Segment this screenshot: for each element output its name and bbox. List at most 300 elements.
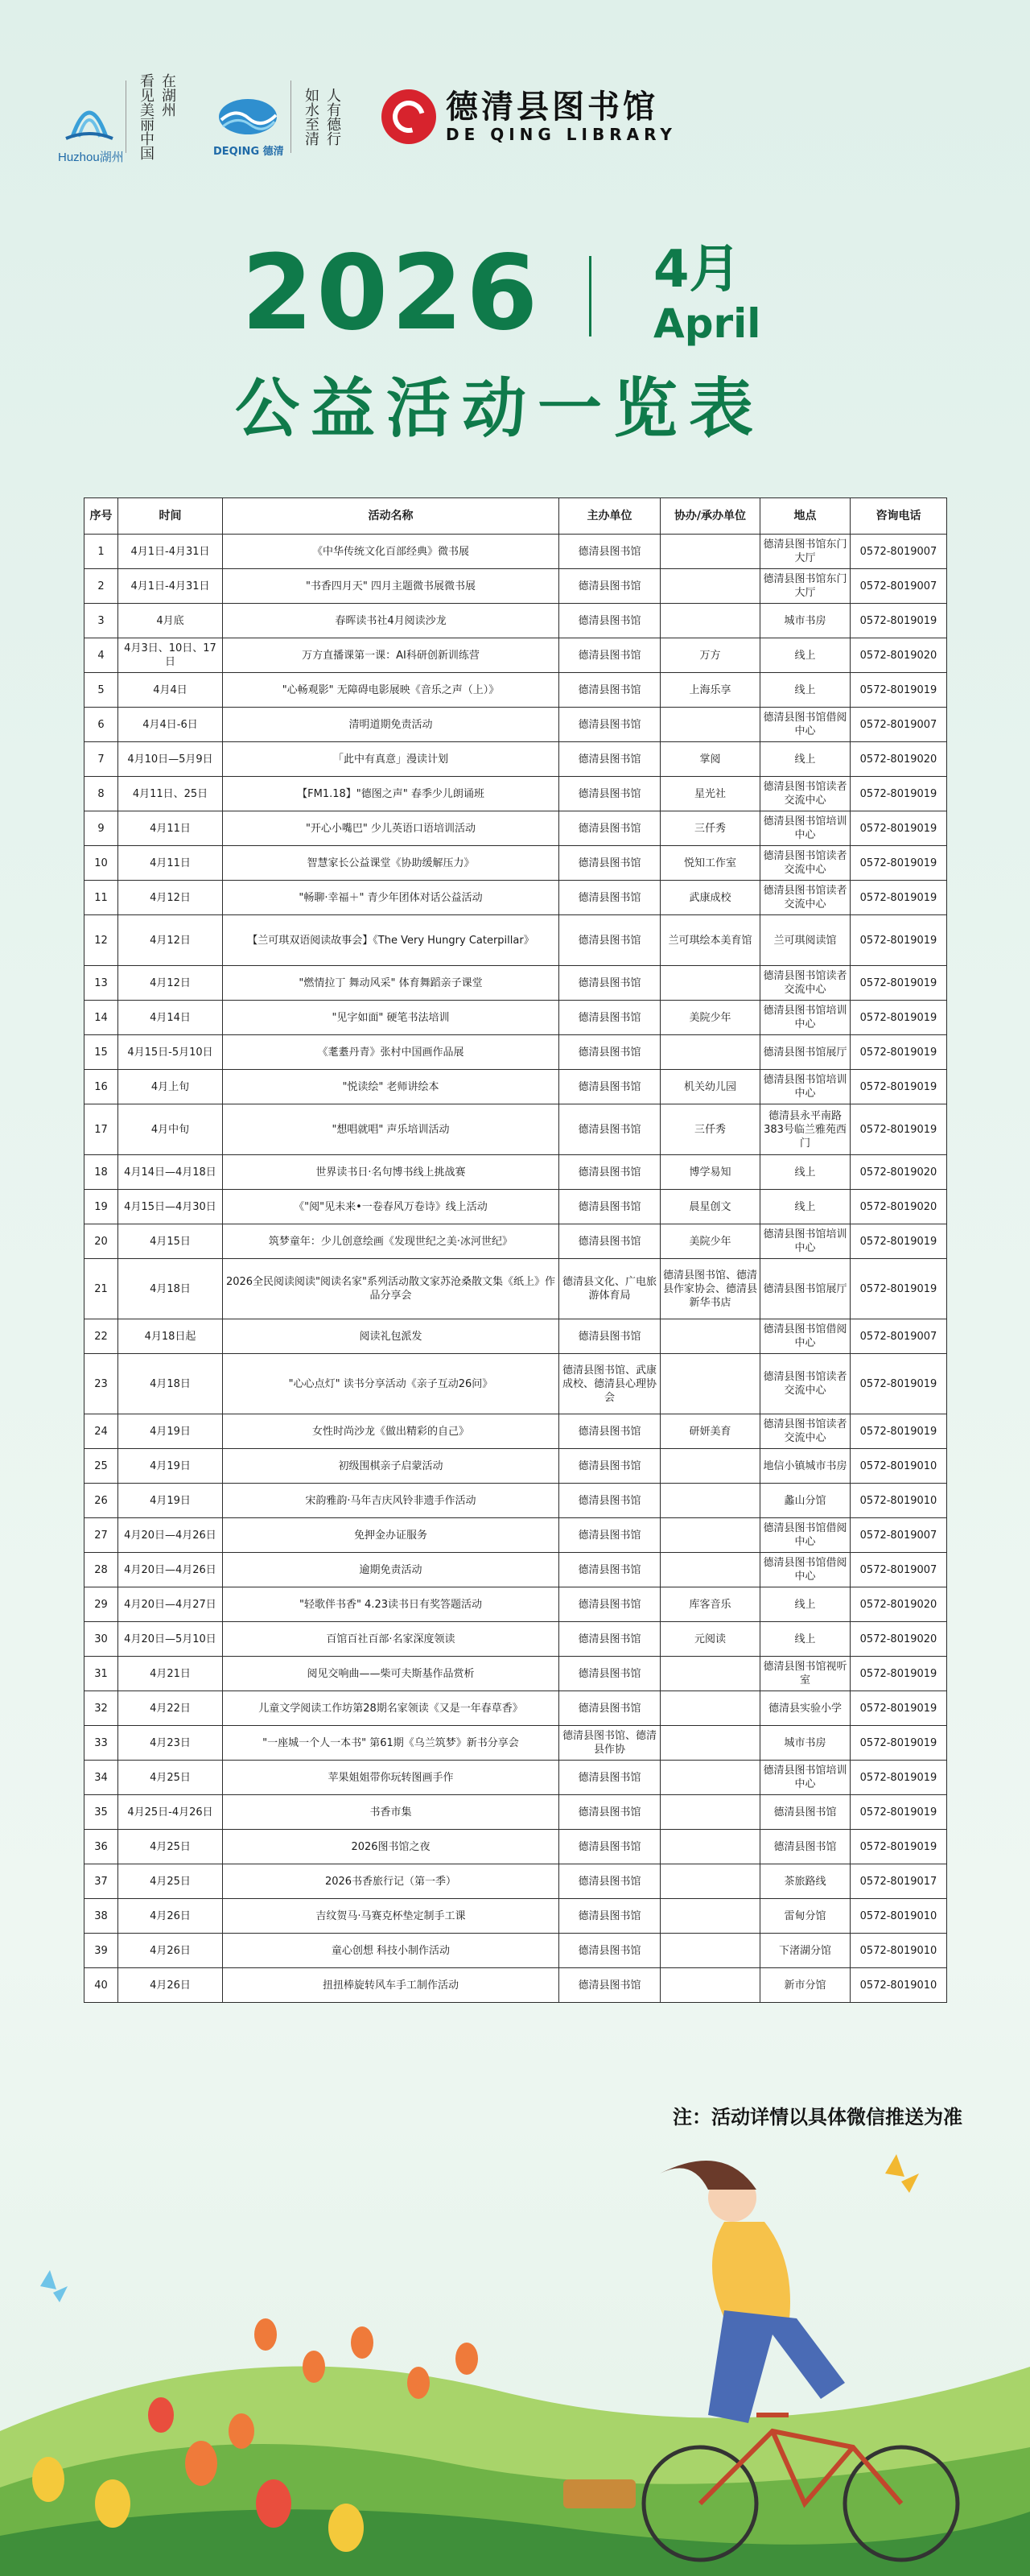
table-row — [84, 1899, 947, 1934]
cell-place: 兰可琪阅读馆 — [760, 915, 851, 966]
cell-host: 德清县图书馆 — [559, 708, 661, 742]
cell-no: 35 — [84, 1795, 118, 1830]
library-logo — [381, 89, 677, 144]
library-seal-icon — [381, 89, 436, 144]
cell-tel: 0572-8019019 — [851, 1414, 947, 1449]
cell-co — [661, 1864, 760, 1899]
cell-host: 德清县图书馆 — [559, 638, 661, 673]
cell-no: 11 — [84, 881, 118, 915]
cell-host: 德清县图书馆 — [559, 1104, 661, 1155]
col-header-name: 活动名称 — [223, 498, 559, 535]
cell-host: 德清县图书馆 — [559, 1155, 661, 1190]
cell-tel: 0572-8019019 — [851, 673, 947, 708]
cell-co — [661, 1449, 760, 1484]
cell-co — [661, 1830, 760, 1864]
cell-time: 4月19日 — [118, 1484, 223, 1518]
huzhou-emblem-icon — [58, 89, 124, 164]
cell-time: 4月4日 — [118, 673, 223, 708]
deqing-slogan-line-1: 人有德行 — [324, 88, 341, 146]
cell-name: 世界读书日·名句博书线上挑战赛 — [223, 1155, 559, 1190]
cell-place: 德清县图书馆东门大厅 — [760, 535, 851, 569]
cell-place: 德清县图书馆 — [760, 1795, 851, 1830]
cell-time: 4月20日—4月26日 — [118, 1553, 223, 1587]
cell-co — [661, 1657, 760, 1691]
cell-co — [661, 1354, 760, 1414]
cell-co: 悦知工作室 — [661, 846, 760, 881]
cell-name: 女性时尚沙龙《做出精彩的自己》 — [223, 1414, 559, 1449]
table-row — [84, 1259, 947, 1319]
cell-tel: 0572-8019019 — [851, 1104, 947, 1155]
cell-tel: 0572-8019019 — [851, 1691, 947, 1726]
cell-no: 38 — [84, 1899, 118, 1934]
cell-co — [661, 1553, 760, 1587]
cell-place: 下渚湖分馆 — [760, 1934, 851, 1968]
cell-time: 4月15日—4月30日 — [118, 1190, 223, 1224]
cell-time: 4月26日 — [118, 1934, 223, 1968]
cell-tel: 0572-8019019 — [851, 811, 947, 846]
cell-host: 德清县图书馆 — [559, 1622, 661, 1657]
cell-no: 16 — [84, 1070, 118, 1104]
cell-host: 德清县图书馆 — [559, 1657, 661, 1691]
cell-place: 德清县图书馆培训中心 — [760, 1224, 851, 1259]
cell-host: 德清县图书馆 — [559, 1830, 661, 1864]
spring-illustration — [0, 2125, 1030, 2576]
cell-tel: 0572-8019007 — [851, 1553, 947, 1587]
huzhou-slogan-line-2: 看见美丽中国 — [138, 73, 154, 160]
cell-host: 德清县图书馆 — [559, 1864, 661, 1899]
table-row — [84, 1968, 947, 2003]
cell-name: 阅读礼包派发 — [223, 1319, 559, 1354]
cell-no: 1 — [84, 535, 118, 569]
butterfly-icon — [885, 2154, 919, 2193]
cell-place: 德清县图书馆培训中心 — [760, 1070, 851, 1104]
cell-no: 31 — [84, 1657, 118, 1691]
cell-co — [661, 1761, 760, 1795]
cell-time: 4月20日—4月27日 — [118, 1587, 223, 1622]
cell-host: 德清县图书馆 — [559, 742, 661, 777]
cell-time: 4月14日—4月18日 — [118, 1155, 223, 1190]
cell-host: 德清县图书馆 — [559, 1795, 661, 1830]
cell-time: 4月12日 — [118, 881, 223, 915]
cell-no: 18 — [84, 1155, 118, 1190]
cell-tel: 0572-8019019 — [851, 1070, 947, 1104]
cell-no: 37 — [84, 1864, 118, 1899]
cell-name: 逾期免责活动 — [223, 1553, 559, 1587]
cell-co: 博学易知 — [661, 1155, 760, 1190]
cell-time: 4月15日-5月10日 — [118, 1035, 223, 1070]
table-row — [84, 1354, 947, 1414]
cell-no: 23 — [84, 1354, 118, 1414]
cell-name: 百馆百社百部·名家深度领读 — [223, 1622, 559, 1657]
cell-no: 34 — [84, 1761, 118, 1795]
cell-no: 39 — [84, 1934, 118, 1968]
cell-name: 「此中有真意」漫读计划 — [223, 742, 559, 777]
cell-tel: 0572-8019020 — [851, 1190, 947, 1224]
table-row — [84, 1795, 947, 1830]
cell-no: 15 — [84, 1035, 118, 1070]
cell-tel: 0572-8019007 — [851, 1518, 947, 1553]
cell-name: 儿童文学阅读工作坊第28期名家领读《又是一年春草香》 — [223, 1691, 559, 1726]
cell-co: 机关幼儿园 — [661, 1070, 760, 1104]
cell-place: 德清县图书馆读者交流中心 — [760, 1354, 851, 1414]
cell-tel: 0572-8019017 — [851, 1864, 947, 1899]
table-row — [84, 708, 947, 742]
cell-name: 书香市集 — [223, 1795, 559, 1830]
cell-place: 城市书房 — [760, 604, 851, 638]
cell-name: 万方直播课第一课：AI科研创新训练营 — [223, 638, 559, 673]
cell-tel: 0572-8019010 — [851, 1899, 947, 1934]
cell-name: 免押金办证服务 — [223, 1518, 559, 1553]
cell-place: 德清县图书馆培训中心 — [760, 1761, 851, 1795]
cell-co: 元阅读 — [661, 1622, 760, 1657]
cell-host: 德清县图书馆 — [559, 673, 661, 708]
cell-place: 德清县图书馆培训中心 — [760, 811, 851, 846]
cell-place: 德清县图书馆东门大厅 — [760, 569, 851, 604]
cell-no: 3 — [84, 604, 118, 638]
deqing-emblem-icon — [213, 96, 284, 158]
table-row — [84, 638, 947, 673]
cell-time: 4月18日起 — [118, 1319, 223, 1354]
cell-no: 29 — [84, 1587, 118, 1622]
table-row — [84, 604, 947, 638]
title-divider — [589, 256, 591, 336]
cell-time: 4月20日—4月26日 — [118, 1518, 223, 1553]
cell-no: 26 — [84, 1484, 118, 1518]
cell-name: "书香四月天" 四月主题微书展微书展 — [223, 569, 559, 604]
cell-time: 4月25日 — [118, 1864, 223, 1899]
cell-time: 4月22日 — [118, 1691, 223, 1726]
cell-co — [661, 1968, 760, 2003]
cell-no: 22 — [84, 1319, 118, 1354]
table-row — [84, 966, 947, 1001]
cell-place: 新市分馆 — [760, 1968, 851, 2003]
table-row — [84, 1449, 947, 1484]
cell-host: 德清县图书馆 — [559, 535, 661, 569]
cell-no: 27 — [84, 1518, 118, 1553]
table-row — [84, 1414, 947, 1449]
cell-time: 4月18日 — [118, 1354, 223, 1414]
library-name-en: DE QING LIBRARY — [446, 125, 677, 144]
deqing-slogan — [303, 88, 341, 146]
butterfly-icon — [40, 2270, 68, 2302]
cell-time: 4月11日、25日 — [118, 777, 223, 811]
cell-host: 德清县图书馆 — [559, 1587, 661, 1622]
col-header-co: 协办/承办单位 — [661, 498, 760, 535]
cell-name: 《耄耋丹青》张村中国画作品展 — [223, 1035, 559, 1070]
cell-place: 蠡山分馆 — [760, 1484, 851, 1518]
cell-co — [661, 535, 760, 569]
cell-no: 24 — [84, 1414, 118, 1449]
cell-time: 4月18日 — [118, 1259, 223, 1319]
cell-place: 德清县图书馆展厅 — [760, 1259, 851, 1319]
cell-co — [661, 1795, 760, 1830]
cell-tel: 0572-8019019 — [851, 1035, 947, 1070]
cell-co — [661, 1899, 760, 1934]
cell-host: 德清县图书馆 — [559, 1553, 661, 1587]
cell-co: 掌阅 — [661, 742, 760, 777]
cell-place: 德清县图书馆视听室 — [760, 1657, 851, 1691]
table-row — [84, 1934, 947, 1968]
month-cn: 4月 — [653, 240, 741, 299]
cell-place: 德清县图书馆读者交流中心 — [760, 1414, 851, 1449]
cell-time: 4月12日 — [118, 966, 223, 1001]
cell-place: 雷甸分馆 — [760, 1899, 851, 1934]
cell-no: 5 — [84, 673, 118, 708]
cell-name: 童心创想 科技小制作活动 — [223, 1934, 559, 1968]
cell-no: 28 — [84, 1553, 118, 1587]
cell-time: 4月19日 — [118, 1414, 223, 1449]
cell-no: 20 — [84, 1224, 118, 1259]
cell-no: 21 — [84, 1259, 118, 1319]
deqing-slogan-line-2: 如水至清 — [303, 88, 319, 146]
cell-place: 德清县图书馆展厅 — [760, 1035, 851, 1070]
table-row — [84, 1761, 947, 1795]
cell-tel: 0572-8019020 — [851, 1622, 947, 1657]
col-header-place: 地点 — [760, 498, 851, 535]
cell-name: 2026全民阅读阅读"阅读名家"系列活动散文家苏沧桑散文集《纸上》作品分享会 — [223, 1259, 559, 1319]
cell-name: 智慧家长公益课堂《协助缓解压力》 — [223, 846, 559, 881]
cell-host: 德清县图书馆 — [559, 1484, 661, 1518]
cell-co: 研妍美育 — [661, 1414, 760, 1449]
cell-co: 兰可琪绘本美育馆 — [661, 915, 760, 966]
table-row — [84, 569, 947, 604]
cyclist — [660, 2161, 845, 2423]
cell-name: "见字如面" 硬笔书法培训 — [223, 1001, 559, 1035]
cell-name: "燃情拉丁 舞动风采" 体育舞蹈亲子课堂 — [223, 966, 559, 1001]
cell-name: "想唱就唱" 声乐培训活动 — [223, 1104, 559, 1155]
col-header-no: 序号 — [84, 498, 118, 535]
cell-tel: 0572-8019019 — [851, 915, 947, 966]
table-row — [84, 1224, 947, 1259]
cell-tel: 0572-8019019 — [851, 1795, 947, 1830]
cell-time: 4月15日 — [118, 1224, 223, 1259]
cell-place: 德清县图书馆读者交流中心 — [760, 777, 851, 811]
cell-host: 德清县图书馆 — [559, 1449, 661, 1484]
cell-no: 12 — [84, 915, 118, 966]
cell-host: 德清县图书馆 — [559, 1414, 661, 1449]
cell-tel: 0572-8019019 — [851, 1761, 947, 1795]
cell-no: 33 — [84, 1726, 118, 1761]
cell-place: 德清县实验小学 — [760, 1691, 851, 1726]
huzhou-logo — [58, 73, 176, 164]
cell-place: 线上 — [760, 1190, 851, 1224]
cell-name: 【FM1.18】"德图之声" 春季少儿朗诵班 — [223, 777, 559, 811]
cell-tel: 0572-8019010 — [851, 1449, 947, 1484]
cell-co: 武康成校 — [661, 881, 760, 915]
cell-no: 2 — [84, 569, 118, 604]
cell-co: 星光社 — [661, 777, 760, 811]
cell-tel: 0572-8019020 — [851, 1587, 947, 1622]
cell-tel: 0572-8019019 — [851, 604, 947, 638]
table-row — [84, 1070, 947, 1104]
cell-time: 4月11日 — [118, 811, 223, 846]
cell-no: 7 — [84, 742, 118, 777]
table-row — [84, 1104, 947, 1155]
cell-name: 《中华传统文化百部经典》微书展 — [223, 535, 559, 569]
page-title: 公益活动一览表 — [235, 370, 764, 446]
cell-co — [661, 1035, 760, 1070]
cell-host: 德清县图书馆 — [559, 604, 661, 638]
cell-co: 三仟秀 — [661, 811, 760, 846]
cell-tel: 0572-8019019 — [851, 1830, 947, 1864]
table-header-row — [84, 498, 947, 535]
cell-host: 德清县图书馆 — [559, 569, 661, 604]
cell-tel: 0572-8019010 — [851, 1968, 947, 2003]
cell-place: 线上 — [760, 1587, 851, 1622]
cell-host: 德清县图书馆、德清县作协 — [559, 1726, 661, 1761]
cell-tel: 0572-8019019 — [851, 1657, 947, 1691]
table-row — [84, 1518, 947, 1553]
cell-place: 德清县图书馆借阅中心 — [760, 708, 851, 742]
cell-place: 城市书房 — [760, 1726, 851, 1761]
cell-name: 2026图书馆之夜 — [223, 1830, 559, 1864]
huzhou-slogan-line-1: 在湖州 — [159, 73, 176, 117]
cell-time: 4月中旬 — [118, 1104, 223, 1155]
cell-time: 4月上旬 — [118, 1070, 223, 1104]
huzhou-slogan — [138, 73, 176, 160]
cell-host: 德清县图书馆 — [559, 1070, 661, 1104]
cell-name: 苹果姐姐带你玩转图画手作 — [223, 1761, 559, 1795]
table-row — [84, 1190, 947, 1224]
cell-place: 地信小镇城市书房 — [760, 1449, 851, 1484]
table-row — [84, 535, 947, 569]
cell-no: 30 — [84, 1622, 118, 1657]
cell-no: 9 — [84, 811, 118, 846]
cell-time: 4月26日 — [118, 1968, 223, 2003]
cell-co: 德清县图书馆、德清县作家协会、德清县新华书店 — [661, 1259, 760, 1319]
cell-co: 晨星创文 — [661, 1190, 760, 1224]
cell-time: 4月12日 — [118, 915, 223, 966]
cell-name: "悦读绘" 老师讲绘本 — [223, 1070, 559, 1104]
cell-name: "轻歌伴书香" 4.23读书日有奖答题活动 — [223, 1587, 559, 1622]
cell-co — [661, 1934, 760, 1968]
cell-tel: 0572-8019020 — [851, 638, 947, 673]
table-row — [84, 1001, 947, 1035]
table-body — [84, 535, 947, 2003]
cell-host: 德清县图书馆 — [559, 1934, 661, 1968]
cell-time: 4月1日-4月31日 — [118, 569, 223, 604]
cell-place: 线上 — [760, 1622, 851, 1657]
cell-co — [661, 569, 760, 604]
cell-co: 美院少年 — [661, 1224, 760, 1259]
cell-name: 2026书香旅行记（第一季） — [223, 1864, 559, 1899]
logo-divider — [290, 80, 291, 153]
cell-name: 吉纹贺马·马赛克杯垫定制手工课 — [223, 1899, 559, 1934]
table-row — [84, 1691, 947, 1726]
table-row — [84, 846, 947, 881]
cell-time: 4月19日 — [118, 1449, 223, 1484]
table-row — [84, 915, 947, 966]
cell-place: 德清县永平南路383号临兰雅苑西门 — [760, 1104, 851, 1155]
cell-name: 清明道期免责活动 — [223, 708, 559, 742]
cell-host: 德清县图书馆 — [559, 846, 661, 881]
footer-note: 注：活动详情以具体微信推送为准 — [673, 2106, 962, 2128]
cell-host: 德清县图书馆 — [559, 1035, 661, 1070]
table-row — [84, 881, 947, 915]
cell-place: 线上 — [760, 1155, 851, 1190]
cell-host: 德清县图书馆 — [559, 1001, 661, 1035]
col-header-tel: 咨询电话 — [851, 498, 947, 535]
cell-time: 4月25日 — [118, 1830, 223, 1864]
cell-no: 4 — [84, 638, 118, 673]
cell-tel: 0572-8019020 — [851, 742, 947, 777]
table-row — [84, 673, 947, 708]
cell-name: "畅聊·幸福＋" 青少年团体对话公益活动 — [223, 881, 559, 915]
basket — [563, 2479, 636, 2508]
table-row — [84, 742, 947, 777]
col-header-time: 时间 — [118, 498, 223, 535]
cell-no: 32 — [84, 1691, 118, 1726]
cell-time: 4月26日 — [118, 1899, 223, 1934]
cell-co — [661, 1691, 760, 1726]
cell-place: 德清县图书馆 — [760, 1830, 851, 1864]
cell-place: 茶旅路线 — [760, 1864, 851, 1899]
cell-place: 线上 — [760, 638, 851, 673]
logo-bar — [58, 72, 966, 164]
cell-place: 德清县图书馆读者交流中心 — [760, 881, 851, 915]
cell-host: 德清县图书馆 — [559, 881, 661, 915]
cell-tel: 0572-8019019 — [851, 1224, 947, 1259]
cell-time: 4月20日—5月10日 — [118, 1622, 223, 1657]
year-heading: 2026 — [241, 233, 542, 353]
cell-host: 德清县图书馆、武康成校、德清县心理协会 — [559, 1354, 661, 1414]
cell-host: 德清县图书馆 — [559, 1761, 661, 1795]
cell-name: "一座城一个人一本书" 第61期《乌兰筑梦》新书分享会 — [223, 1726, 559, 1761]
cell-time: 4月3日、10日、17日 — [118, 638, 223, 673]
cell-host: 德清县图书馆 — [559, 811, 661, 846]
cell-no: 36 — [84, 1830, 118, 1864]
cell-tel: 0572-8019010 — [851, 1934, 947, 1968]
cell-co — [661, 1518, 760, 1553]
cell-tel: 0572-8019007 — [851, 569, 947, 604]
cell-co — [661, 708, 760, 742]
cell-name: 初级围棋亲子启蒙活动 — [223, 1449, 559, 1484]
cell-name: 宋韵雅韵·马年吉庆风铃非遗手作活动 — [223, 1484, 559, 1518]
cell-host: 德清县图书馆 — [559, 915, 661, 966]
cell-place: 线上 — [760, 673, 851, 708]
cell-host: 德清县图书馆 — [559, 1968, 661, 2003]
cell-name: 【兰可琪双语阅读故事会】《The Very Hungry Caterpillar》 — [223, 915, 559, 966]
cell-tel: 0572-8019019 — [851, 966, 947, 1001]
cell-host: 德清县图书馆 — [559, 1691, 661, 1726]
table-row — [84, 1726, 947, 1761]
cell-co: 上海乐享 — [661, 673, 760, 708]
cell-no: 6 — [84, 708, 118, 742]
cell-tel: 0572-8019007 — [851, 1319, 947, 1354]
cell-time: 4月1日-4月31日 — [118, 535, 223, 569]
events-table — [84, 497, 947, 2003]
cell-co — [661, 1484, 760, 1518]
table-row — [84, 1484, 947, 1518]
cell-time: 4月25日-4月26日 — [118, 1795, 223, 1830]
table-row — [84, 1155, 947, 1190]
cell-place: 德清县图书馆培训中心 — [760, 1001, 851, 1035]
cell-place: 德清县图书馆读者交流中心 — [760, 966, 851, 1001]
cell-time: 4月4日-6日 — [118, 708, 223, 742]
cell-time: 4月14日 — [118, 1001, 223, 1035]
cell-co: 三仟秀 — [661, 1104, 760, 1155]
cell-host: 德清县图书馆 — [559, 1518, 661, 1553]
cell-tel: 0572-8019019 — [851, 777, 947, 811]
cell-name: "开心小嘴巴" 少儿英语口语培训活动 — [223, 811, 559, 846]
cell-host: 德清县图书馆 — [559, 1224, 661, 1259]
cell-tel: 0572-8019019 — [851, 1354, 947, 1414]
cell-co: 库客音乐 — [661, 1587, 760, 1622]
cell-host: 德清县图书馆 — [559, 1319, 661, 1354]
cell-no: 17 — [84, 1104, 118, 1155]
cell-name: 扭扭棒旋转风车手工制作活动 — [223, 1968, 559, 2003]
cell-no: 25 — [84, 1449, 118, 1484]
